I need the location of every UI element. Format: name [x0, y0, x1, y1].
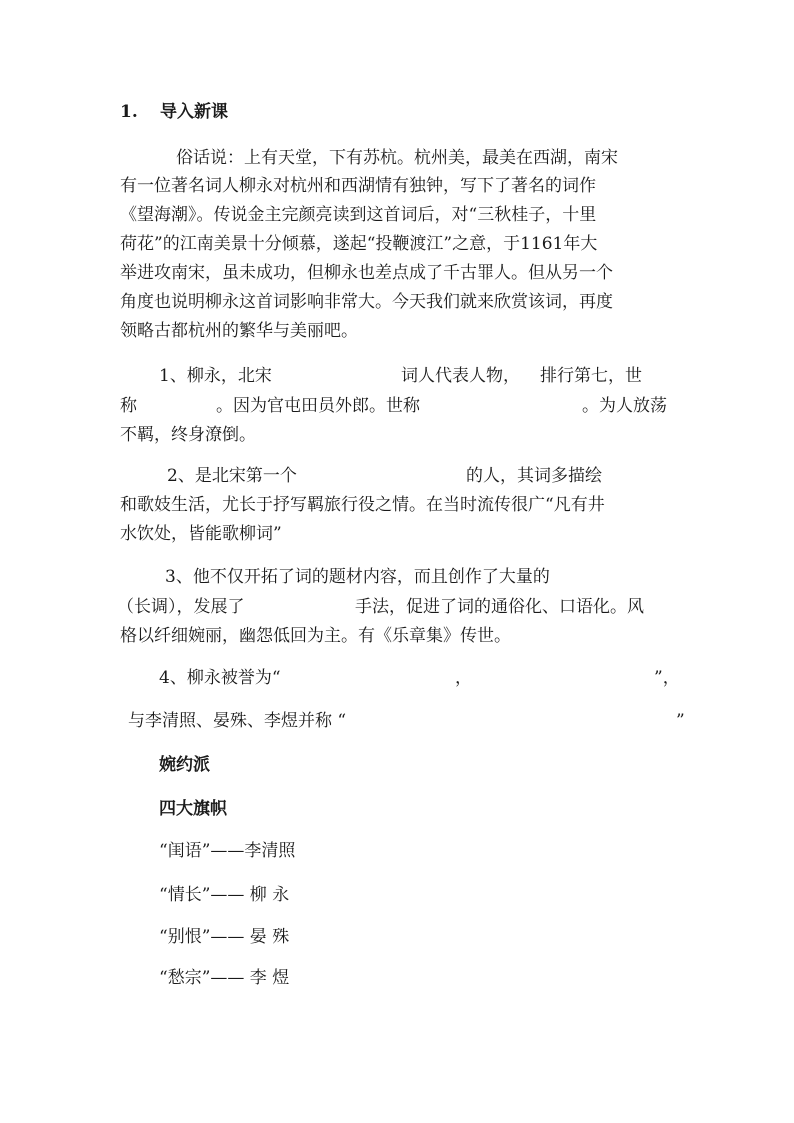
item-2-text: 和歌妓生活，尤长于抒写羁旅行役之情。在当时流传很广“凡有井 — [120, 495, 605, 515]
answer-four-banners: 四大旗帜 — [159, 799, 227, 819]
intro-line: 有一位著名词人柳永对杭州和西湖情有独钟，写下了著名的词作 — [120, 176, 596, 196]
item-1-text: 词人代表人物， — [401, 366, 520, 386]
banner-item: “情长”—— 柳 永 — [159, 885, 290, 905]
intro-line: 举进攻南宋，虽未成功，但柳永也差点成了千古罪人。但从另一个 — [120, 263, 613, 283]
item-1-text: 排行第七，世 — [540, 366, 642, 386]
banner-item: “别恨”—— 晏 殊 — [159, 927, 290, 947]
intro-line: 《望海潮》。传说金主完颜亮读到这首词后，对“三秋桂子，十里 — [120, 205, 597, 225]
heading-title: 导入新课 — [160, 102, 228, 122]
answer-wanyue: 婉约派 — [159, 755, 210, 775]
item-1-text: 。因为官屯田员外郎。世称 — [216, 396, 420, 416]
item-2-text: 的人，其词多描绘 — [466, 466, 602, 486]
banner-item: “闺语”——李清照 — [159, 841, 296, 861]
item-1-text: 1、柳永，北宋 — [159, 366, 272, 386]
intro-line: 荷花”的江南美景十分倾慕，遂起“投鞭渡江”之意，于1161年大 — [120, 234, 598, 254]
item-1-text: 称 — [120, 396, 137, 416]
item-4-text: ”， — [654, 668, 680, 688]
item-4-text: 与李清照、晏殊、李煜并称 “ — [128, 711, 347, 731]
item-3-text: 手法，促进了词的通俗化、口语化。风 — [355, 597, 644, 617]
heading-number: 1. — [120, 102, 138, 122]
item-4-text: ” — [676, 711, 685, 731]
intro-line: 角度也说明柳永这首词影响非常大。今天我们就来欣赏该词，再度 — [120, 292, 613, 312]
item-2-text: 2、是北宋第一个 — [167, 466, 297, 486]
item-3-text: 3、他不仅开拓了词的题材内容，而且创作了大量的 — [165, 567, 550, 587]
item-1-text: 不羁，终身潦倒。 — [120, 425, 256, 445]
item-2-text: 水饮处，皆能歌柳词” — [120, 524, 282, 544]
banner-item: “愁宗”—— 李 煜 — [159, 968, 290, 988]
intro-line: 俗话说：上有天堂，下有苏杭。杭州美，最美在西湖，南宋 — [176, 148, 618, 168]
item-3-text: （长调），发展了 — [117, 597, 245, 617]
intro-line: 领略古都杭州的繁华与美丽吧。 — [120, 321, 358, 341]
item-4-text: ， — [455, 668, 472, 688]
item-4-text: 4、柳永被誉为“ — [159, 668, 281, 688]
item-1-text: 。为人放荡 — [582, 396, 667, 416]
item-3-text: 格以纤细婉丽，幽怨低回为主。有《乐章集》传世。 — [120, 626, 511, 646]
